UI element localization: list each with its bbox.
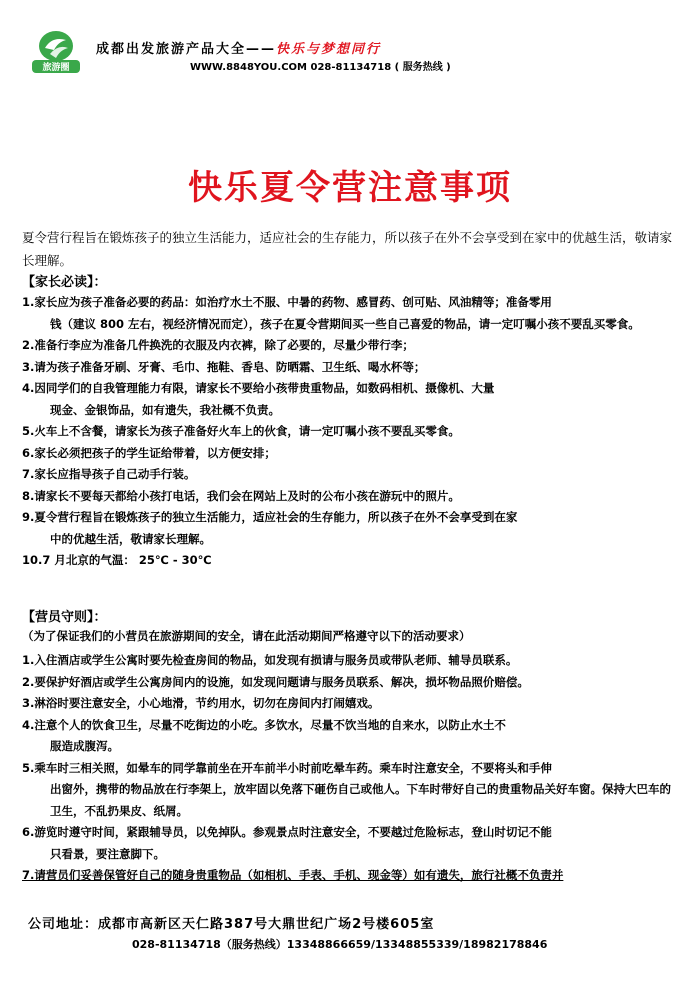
slogan: 快乐与梦想同行 [276,42,382,57]
item-text: 10.7 月北京的气温： 25℃ - 30℃ [22,553,212,567]
item-text: 7.家长应指导孩子自己动手行装。 [22,467,196,481]
list-item [22,672,682,694]
item-continuation: 钱（建议 800 左右，视经济情况而定），孩子在夏令营期间买一些自己喜爱的物品，请一定叮嘱小孩不要乱买零食。 [50,316,640,331]
item-continuation: 中的优越生活，敬请家长理解。 [50,531,211,546]
item-text: 7.请营员们妥善保管好自己的随身贵重物品（如相机、手表、手机、现金等）如有遗失，旅行社概不负责并 [22,868,564,882]
logo-text: 旅游圈 [42,63,70,73]
campers-note: （为了保证我们的小营员在旅游期间的安全，请在此活动期间严格遵守以下的活动要求） [22,629,471,643]
list-item [22,693,682,715]
list-item [22,550,682,572]
list-item [22,421,682,443]
list-item [22,378,682,421]
travel-circle-logo [28,28,84,74]
item-continuation: 出窗外，携带的物品放在行李架上，放牢固以免落下砸伤自己或他人。下车时带好自己的贵重物品关好车窗。保持大巴车的卫生，不乱扔果皮、纸屑。 [50,782,671,818]
company-line [96,38,381,57]
item-text: 6.家长必须把孩子的学生证给带着，以方便安排； [22,445,276,460]
list-item [22,335,682,357]
list-item [22,464,682,486]
item-text: 9.夏令营行程旨在锻炼孩子的独立生活能力，适应社会的生存能力，所以孩子在外不会享受到在家 [22,510,518,524]
list-item [22,865,682,887]
list-item [22,507,682,550]
item-continuation: 现金、金银饰品，如有遗失，我社概不负责。 [50,402,280,417]
item-continuation: 服造成腹泻。 [50,739,119,753]
company-name: 成都出发旅游产品大全—— [96,42,277,57]
item-text: 6.游览时遵守时间，紧跟辅导员，以免掉队。参观景点时注意安全，不要越过危险标志，登山时切记不能 [22,825,552,839]
parents-list [22,292,682,572]
list-item [22,357,682,379]
item-text: 3.请为孩子准备牙刷、牙膏、毛巾、拖鞋、香皂、防晒霜、卫生纸、喝水杯等； [22,359,426,374]
contact-line: WWW.8848YOU.COM 028-81134718 ( 服务热线 ) [190,62,451,73]
item-text: 2.准备行李应为准备几件换洗的衣服及内衣裤，除了必要的，尽量少带行李； [22,338,414,352]
list-item [22,292,682,335]
company-address: 公司地址：成都市高新区天仁路387号大鼎世纪广场2号楼605室 [28,917,435,932]
item-text: 5.乘车时三相关照，如晕车的同学靠前坐在开车前半小时前吃晕车药。乘车时注意安全，不要将头和手伸 [22,760,552,775]
company-phones: 028-81134718（服务热线）13348866659/13348855339/18982178846 [132,938,548,951]
list-item [22,822,682,865]
item-continuation: 只看景，要注意脚下。 [50,846,165,861]
item-text: 4.因同学们的自我管理能力有限，请家长不要给小孩带贵重物品，如数码相机、摄像机、大量 [22,381,495,395]
campers-heading: 【营员守则】： [22,610,107,625]
item-text: 2.要保护好酒店或学生公寓房间内的设施，如发现问题请与服务员联系、解决，损坏物品照价赔偿。 [22,674,529,689]
parents-heading: 【家长必读】： [22,275,107,290]
list-item [22,486,682,508]
page-title: 快乐夏令营注意事项 [188,168,512,208]
list-item [22,715,682,758]
campers-list [22,650,682,887]
item-text: 4.注意个人的饮食卫生，尽量不吃街边的小吃。多饮水，尽量不饮当地的自来水，以防止水土不 [22,717,506,732]
item-text: 5.火车上不含餐，请家长为孩子准备好火车上的伙食，请一定叮嘱小孩不要乱买零食。 [22,424,460,438]
item-text: 3.淋浴时要注意安全，小心地滑，节约用水，切勿在房间内打闹嬉戏。 [22,696,380,710]
item-text: 8.请家长不要每天都给小孩打电话，我们会在网站上及时的公布小孩在游玩中的照片。 [22,488,460,503]
intro-paragraph: 夏令营行程旨在锻炼孩子的独立生活能力，适应社会的生存能力，所以孩子在外不会享受到在家中的优越生活，敬请家长理解。 [22,230,673,268]
letterhead [0,0,700,90]
list-item [22,650,682,672]
item-text: 1.入住酒店或学生公寓时要先检查房间的物品，如发现有损请与服务员或带队老师、辅导员联系。 [22,653,518,667]
list-item [22,443,682,465]
item-text: 1.家长应为孩子准备必要的药品：如治疗水土不服、中暑的药物、感冒药、创可贴、风油精等；准备零用 [22,295,552,309]
list-item [22,758,682,823]
